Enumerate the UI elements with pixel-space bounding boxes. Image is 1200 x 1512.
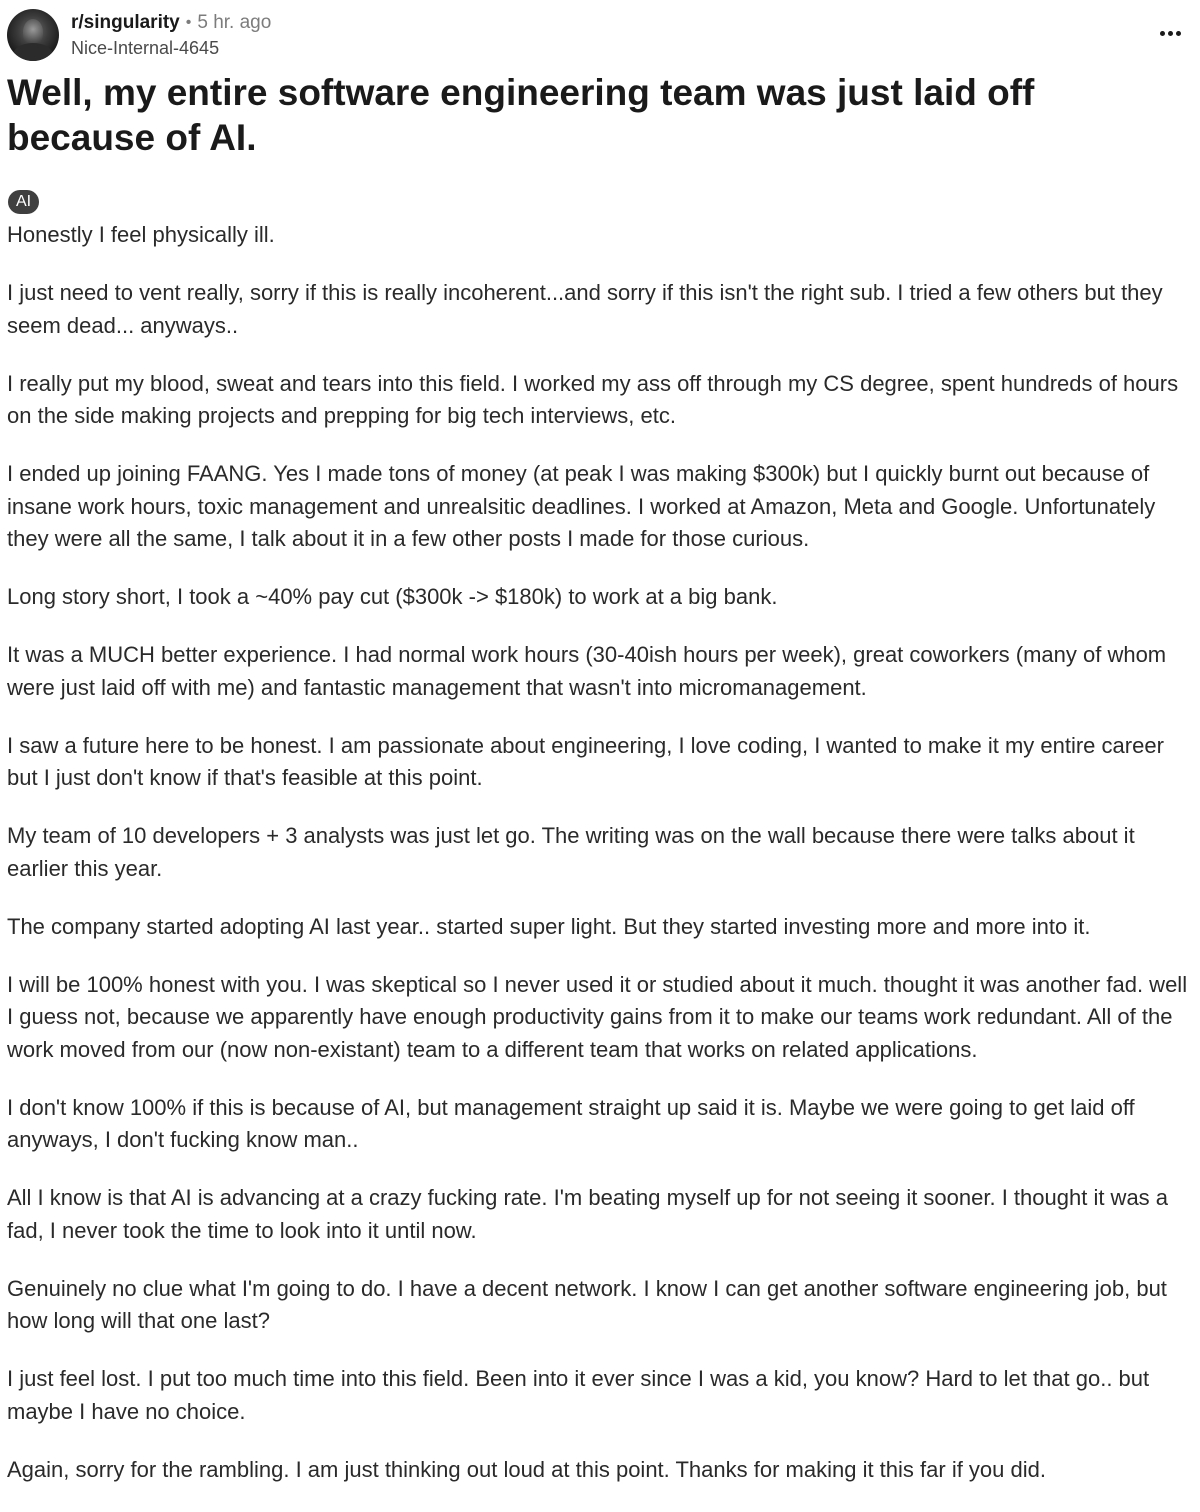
- avatar-shoulders: [13, 43, 53, 61]
- more-dot: [1168, 31, 1173, 36]
- author-username[interactable]: Nice-Internal-4645: [71, 38, 220, 58]
- post-title[interactable]: Well, my entire software engineering team was just laid off because of AI.: [7, 72, 1035, 158]
- body-paragraph: I just need to vent really, sorry if this is really incoherent...and sorry if this isn't the right sub. I tried a few others but they seem dead... anyways..: [7, 280, 1163, 338]
- post-flair[interactable]: AI: [8, 190, 39, 214]
- meta-separator: •: [185, 14, 192, 31]
- post-body: [7, 219, 1193, 1512]
- body-paragraph: I saw a future here to be honest. I am passionate about engineering, I love coding, I wanted to make it my entire career but I just don't know if that's feasible at this point.: [7, 732, 1164, 790]
- body-paragraph: Again, sorry for the rambling. I am just thinking out loud at this point. Thanks for making it this far if you did.: [7, 1456, 1046, 1482]
- post-header: [7, 9, 271, 61]
- body-paragraph: Long story short, I took a ~40% pay cut ($300k -> $180k) to work at a big bank.: [7, 584, 778, 609]
- more-options-button[interactable]: [1152, 18, 1188, 48]
- post-timestamp: 5 hr. ago: [197, 12, 272, 33]
- body-paragraph: I don't know 100% if this is because of AI, but management straight up said it is. Maybe we were going to get laid off anyways, I don't fucking know man..: [7, 1094, 1135, 1152]
- more-horizontal-icon: [1160, 31, 1181, 36]
- subreddit-link[interactable]: r/singularity: [71, 12, 180, 33]
- body-paragraph: I ended up joining FAANG. Yes I made tons of money (at peak I was making $300k) but I quickly burnt out because of insane work hours, toxic management and unrealsitic deadlines. I worked at Amazon, Meta and Google. Unfortunately they were all the same, I talk about it in a few other posts I made for those curious.: [7, 461, 1156, 551]
- body-paragraph: The company started adopting AI last year.. started super light. But they started investing more and more into it.: [7, 913, 1091, 939]
- body-paragraph: I just feel lost. I put too much time into this field. Been into it ever since I was a kid, you know? Hard to let that go.. but maybe I have no choice.: [7, 1366, 1150, 1424]
- body-paragraph: My team of 10 developers + 3 analysts was just let go. The writing was on the wall because there were talks about it earlier this year.: [7, 823, 1135, 881]
- body-paragraph: I will be 100% honest with you. I was skeptical so I never used it or studied about it much. thought it was another fad. well I guess not, because we apparently have enough productivity gains from it to make our teams work redundant. All of the work moved from our (now non-existant) team to a different team that works on related applications.: [7, 971, 1188, 1062]
- more-dot: [1160, 31, 1165, 36]
- post-meta-top: [71, 10, 271, 36]
- post-meta: [71, 10, 271, 60]
- avatar-face: [23, 19, 43, 45]
- body-paragraph: I really put my blood, sweat and tears into this field. I worked my ass off through my CS degree, spent hundreds of hours on the side making projects and prepping for big tech interviews, etc.: [7, 370, 1179, 428]
- avatar[interactable]: [7, 9, 59, 61]
- body-paragraph: It was a MUCH better experience. I had normal work hours (30-40ish hours per week), great coworkers (many of whom were just laid off with me) and fantastic management that wasn't into micromanagement.: [7, 642, 1167, 700]
- more-dot: [1176, 31, 1181, 36]
- body-paragraph: All I know is that AI is advancing at a crazy fucking rate. I'm beating myself up for not seeing it sooner. I thought it was a fad, I never took the time to look into it until now.: [7, 1185, 1169, 1243]
- body-paragraph: Honestly I feel physically ill.: [7, 222, 275, 247]
- body-paragraph: Genuinely no clue what I'm going to do. I have a decent network. I know I can get another software engineering job, but how long will that one last?: [7, 1275, 1167, 1333]
